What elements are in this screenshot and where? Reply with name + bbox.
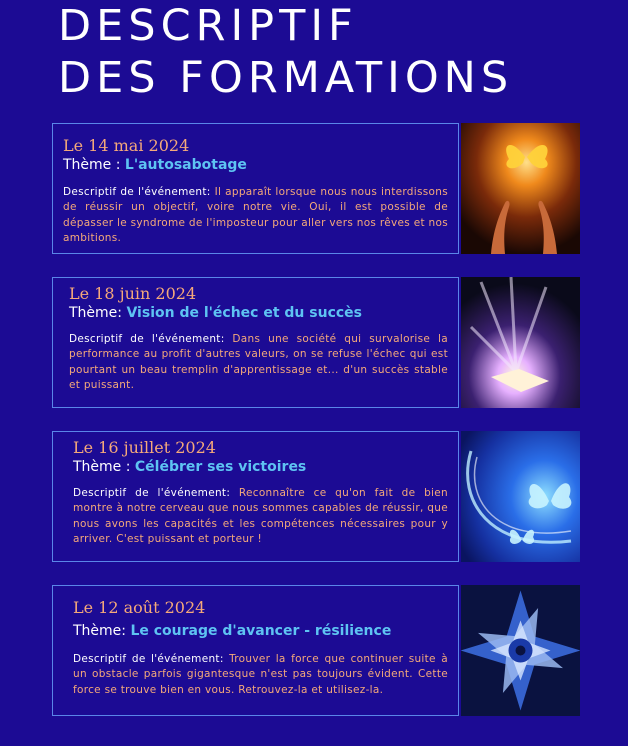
description-label: Descriptif de l'événement: [73, 487, 239, 499]
event-theme [63, 156, 448, 174]
description-label: Descriptif de l'événement: [73, 653, 230, 665]
theme-label: Thème: [69, 305, 127, 321]
theme-label: Thème: [73, 623, 131, 639]
event-card-2 [52, 277, 459, 408]
glowing-book-image [461, 277, 580, 408]
theme-label: Thème : [73, 459, 135, 475]
description-text: Dans une société qui survalorise la performance au profit d'autres valeurs, on se refuse l'échec qui est pourtant un beau tremplin d'apprentissage et... d'un succès stable et puissant. [69, 333, 448, 391]
event-description [63, 185, 448, 246]
event-description [73, 652, 448, 698]
event-theme [73, 622, 448, 640]
title-line-1: DESCRIPTIF [58, 1, 358, 51]
title-line-2: DES FORMATIONS [58, 53, 514, 103]
theme-label: Thème : [63, 157, 125, 173]
event-theme [73, 458, 448, 476]
event-theme [69, 304, 448, 322]
event-description [69, 332, 448, 393]
description-text: Reconnaître ce qu'on fait de bien montre à notre cerveau que nous sommes capables de réussir, que nous avons les capacités et les compétences nécessaires pour y arriver. C'est puissant et porteur ! [73, 487, 448, 545]
event-card-3 [52, 431, 459, 562]
description-label: Descriptif de l'événement: [63, 186, 215, 198]
theme-value: Célébrer ses victoires [134, 459, 307, 475]
butterfly-hands-image [461, 123, 580, 254]
description-text: Trouver la force que continuer suite à un obstacle parfois gigantesque n'est pas toujours évident. Cette force se trouve bien en vous. Retrouvez-la et utilisez-la. [73, 653, 448, 696]
description-text: Il apparaît lorsque nous nous interdissons de réussir un objectif, voire notre vie. Oui, il est possible de dépasser le syndrome de l'imposteur pour aller vers nos rêves et nos ambitions. [63, 186, 448, 244]
theme-value: Le courage d'avancer - résilience [130, 623, 392, 639]
event-card-4 [52, 585, 459, 716]
page-title [58, 0, 513, 104]
mandala-image [461, 585, 580, 716]
event-date: Le 14 mai 2024 [63, 136, 190, 155]
event-card-1 [52, 123, 459, 254]
description-label: Descriptif de l'événement: [69, 333, 233, 345]
theme-value: Vision de l'échec et du succès [126, 305, 363, 321]
event-date: Le 18 juin 2024 [69, 284, 197, 303]
event-date: Le 16 juillet 2024 [73, 438, 216, 457]
sparkle-butterflies-image [461, 431, 580, 562]
theme-value: L'autosabotage [124, 157, 247, 173]
event-description [73, 486, 448, 547]
event-date: Le 12 août 2024 [73, 598, 206, 617]
